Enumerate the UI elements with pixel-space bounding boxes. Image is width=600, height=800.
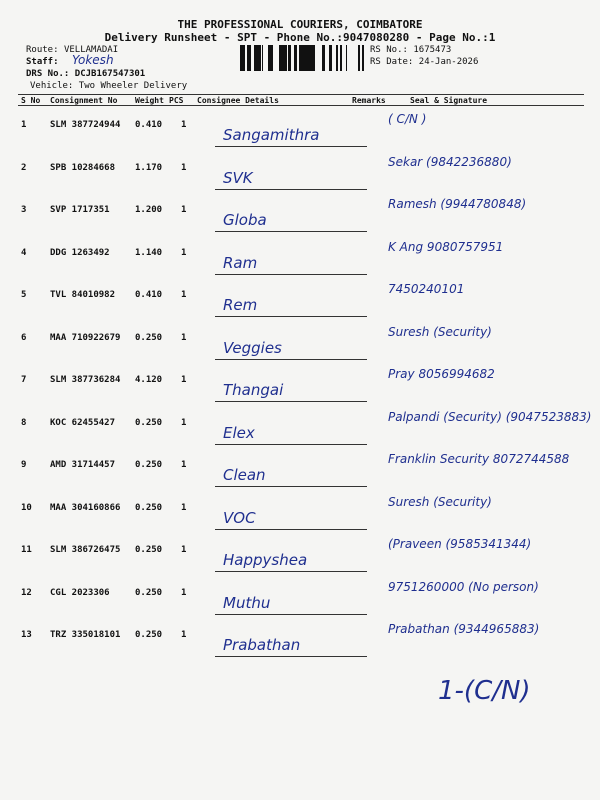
table-row <box>18 276 584 319</box>
runsheet-subtitle: Delivery Runsheet - SPT - Phone No.:9047080280 - Page No.:1 <box>104 31 496 44</box>
row-pcs: 1 <box>181 162 187 173</box>
barcode-bar <box>313 45 315 71</box>
row-sno: 10 <box>21 502 32 513</box>
row-weight: 1.170 <box>135 162 163 173</box>
row-sno: 8 <box>21 417 27 428</box>
row-consignee-handwritten: VOC <box>223 508 256 527</box>
row-consignee-handwritten: Ram <box>223 253 258 272</box>
row-underline <box>215 401 367 402</box>
row-sno: 1 <box>21 120 27 130</box>
barcode-bar <box>322 45 325 71</box>
row-consignment-no: TVL 84010982 <box>50 290 116 300</box>
col-consignment: Consignment No <box>50 96 118 105</box>
barcode-bar <box>340 45 341 71</box>
table-row <box>18 361 584 404</box>
barcode-image <box>240 45 364 71</box>
row-weight: 0.250 <box>135 545 163 555</box>
rs-date-line <box>370 57 478 68</box>
row-pcs: 1 <box>181 120 187 130</box>
row-underline <box>215 656 367 657</box>
col-consignee: Consignee Details <box>197 96 279 105</box>
company-title: THE PROFESSIONAL COURIERS, COIMBATORE <box>177 18 423 31</box>
barcode-bar <box>262 45 263 71</box>
row-sno: 11 <box>21 545 32 555</box>
row-sno: 12 <box>21 587 32 598</box>
row-underline <box>215 359 367 360</box>
row-pcs: 1 <box>181 545 187 555</box>
table-row <box>18 446 584 489</box>
table-row <box>18 149 584 192</box>
row-pcs: 1 <box>181 247 187 258</box>
barcode-bar <box>247 45 250 71</box>
barcode-bar <box>308 45 311 71</box>
row-underline <box>215 529 367 530</box>
row-weight: 0.250 <box>135 502 163 513</box>
row-consignment-no: CGL 2023306 <box>50 587 110 598</box>
table-row <box>18 234 584 277</box>
row-sno: 5 <box>21 290 27 300</box>
row-consignment-no: MAA 710922679 <box>50 332 121 343</box>
rs-no-value: 1675473 <box>413 45 452 55</box>
row-sno: 3 <box>21 205 27 215</box>
col-remarks: Remarks <box>352 96 386 105</box>
rs-no-label: RS No.: <box>370 45 408 55</box>
barcode-bar <box>362 45 363 71</box>
barcode-bar <box>271 45 273 71</box>
staff-value: Yokesh <box>72 53 114 67</box>
row-signature-handwritten: 9751260000 (No person) <box>388 579 539 594</box>
row-signature-handwritten: (Praveen (9585341344) <box>388 537 532 551</box>
barcode-bar <box>254 45 256 71</box>
row-consignee-handwritten: Elex <box>223 423 255 442</box>
table-row <box>18 191 584 234</box>
row-weight: 0.250 <box>135 332 163 343</box>
row-consignment-no: DDG 1263492 <box>50 247 110 258</box>
barcode-bar <box>270 45 271 71</box>
barcode-bar <box>244 45 245 71</box>
row-pcs: 1 <box>181 502 187 513</box>
row-weight: 0.250 <box>135 417 163 428</box>
rs-no-line <box>370 45 451 56</box>
row-weight: 0.250 <box>135 460 163 470</box>
row-weight: 1.200 <box>135 205 163 215</box>
row-pcs: 1 <box>181 375 187 385</box>
row-signature-handwritten: 7450240101 <box>388 282 465 296</box>
barcode-bar <box>341 45 342 71</box>
barcode-bar <box>268 45 270 71</box>
row-consignment-no: TRZ 335018101 <box>50 630 121 640</box>
barcode-bar <box>294 45 297 71</box>
footer-stamp: 1-(C/N) <box>438 676 531 706</box>
barcode-bar <box>288 45 291 71</box>
row-consignee-handwritten: Sangamithra <box>223 126 320 144</box>
barcode-bar <box>299 45 301 71</box>
route-value: VELLAMADAI <box>63 45 119 55</box>
row-consignment-no: MAA 304160866 <box>50 502 121 513</box>
row-consignment-no: AMD 31714457 <box>50 460 116 470</box>
row-consignment-no: SLM 387736284 <box>50 375 121 385</box>
vehicle-value: Two Wheeler Delivery <box>78 81 188 91</box>
table-row <box>18 319 584 362</box>
table-row <box>18 106 584 149</box>
barcode-bar <box>240 45 242 71</box>
row-consignee-handwritten: Globa <box>223 211 267 229</box>
barcode-bar <box>304 45 307 71</box>
row-sno: 13 <box>21 630 32 640</box>
row-signature-handwritten: Prabathan (9344965883) <box>388 622 540 636</box>
table-row <box>18 531 584 574</box>
rs-date-label: RS Date: <box>370 57 414 67</box>
rs-date-value: 24-Jan-2026 <box>418 57 479 67</box>
table-row <box>18 616 584 659</box>
row-consignment-no: SLM 386726475 <box>50 545 121 555</box>
row-consignment-no: KOC 62455427 <box>50 417 116 428</box>
col-seal: Seal & Signature <box>410 96 488 105</box>
row-weight: 0.250 <box>135 587 163 598</box>
drs-label: DRS No.: <box>26 69 70 79</box>
row-underline <box>215 571 367 572</box>
route-label: Route: <box>26 45 59 55</box>
row-consignee-handwritten: Prabathan <box>223 636 301 654</box>
row-signature-handwritten: Ramesh (9944780848) <box>388 197 527 211</box>
row-underline <box>215 189 367 190</box>
row-weight: 4.120 <box>135 375 163 385</box>
row-pcs: 1 <box>181 630 187 640</box>
row-underline <box>215 146 367 147</box>
barcode-bar <box>307 45 308 71</box>
barcode-bar <box>250 45 251 71</box>
barcode-bar <box>279 45 281 71</box>
row-consignee-handwritten: SVK <box>223 168 253 187</box>
row-pcs: 1 <box>181 587 187 598</box>
row-pcs: 1 <box>181 290 187 300</box>
vehicle-label: Vehicle: <box>30 81 74 91</box>
row-underline <box>215 274 367 275</box>
barcode-bar <box>346 45 347 71</box>
row-sno: 7 <box>21 375 27 385</box>
row-weight: 0.410 <box>135 120 163 130</box>
barcode-bar <box>281 45 284 71</box>
row-underline <box>215 444 367 445</box>
row-signature-handwritten: ( C/N ) <box>388 112 427 126</box>
barcode-bar <box>242 45 244 71</box>
row-weight: 0.410 <box>135 290 163 300</box>
row-signature-handwritten: K Ang 9080757951 <box>388 239 504 254</box>
barcode-bar <box>301 45 304 71</box>
row-pcs: 1 <box>181 332 187 343</box>
row-signature-handwritten: Sekar (9842236880) <box>388 154 512 169</box>
row-pcs: 1 <box>181 460 187 470</box>
row-signature-handwritten: Pray 8056994682 <box>388 367 495 381</box>
barcode-bar <box>329 45 332 71</box>
row-underline <box>215 231 367 232</box>
barcode-bar <box>311 45 313 71</box>
row-consignment-no: SLM 387724944 <box>50 120 121 130</box>
row-sno: 6 <box>21 332 27 343</box>
table-row <box>18 574 584 617</box>
drs-line <box>26 69 145 80</box>
col-pcs: PCS <box>169 96 184 105</box>
barcode-bar <box>358 45 360 71</box>
table-header <box>18 94 584 106</box>
row-consignee-handwritten: Veggies <box>223 338 282 357</box>
row-sno: 9 <box>21 460 27 470</box>
row-weight: 0.250 <box>135 630 163 640</box>
row-signature-handwritten: Franklin Security 8072744588 <box>388 452 570 466</box>
row-underline <box>215 316 367 317</box>
row-signature-handwritten: Palpandi (Security) (9047523883) <box>388 409 592 424</box>
table-row <box>18 404 592 447</box>
row-underline <box>215 486 367 487</box>
row-consignee-handwritten: Clean <box>223 466 266 484</box>
staff-label: Staff: <box>26 57 59 67</box>
row-pcs: 1 <box>181 205 187 215</box>
col-weight: Weight <box>135 96 164 105</box>
row-consignee-handwritten: Happyshea <box>223 551 308 569</box>
row-consignment-no: SVP 1717351 <box>50 205 110 215</box>
row-weight: 1.140 <box>135 247 163 258</box>
staff-line <box>26 57 59 68</box>
barcode-bar <box>259 45 261 71</box>
row-signature-handwritten: Suresh (Security) <box>388 324 492 339</box>
row-signature-handwritten: Suresh (Security) <box>388 494 492 509</box>
row-consignee-handwritten: Thangai <box>223 381 284 399</box>
barcode-bar <box>336 45 338 71</box>
drs-value: DCJB167547301 <box>74 69 146 79</box>
vehicle-line <box>30 81 187 92</box>
barcode-bar <box>284 45 287 71</box>
barcode-bar <box>363 45 364 71</box>
row-consignee-handwritten: Rem <box>223 296 258 314</box>
row-underline <box>215 614 367 615</box>
row-pcs: 1 <box>181 417 187 428</box>
row-consignee-handwritten: Muthu <box>223 593 271 612</box>
barcode-bar <box>256 45 259 71</box>
row-sno: 2 <box>21 162 27 173</box>
row-sno: 4 <box>21 247 27 258</box>
row-consignment-no: SPB 10284668 <box>50 162 116 173</box>
table-row <box>18 489 584 532</box>
col-sno: S No <box>21 96 41 105</box>
